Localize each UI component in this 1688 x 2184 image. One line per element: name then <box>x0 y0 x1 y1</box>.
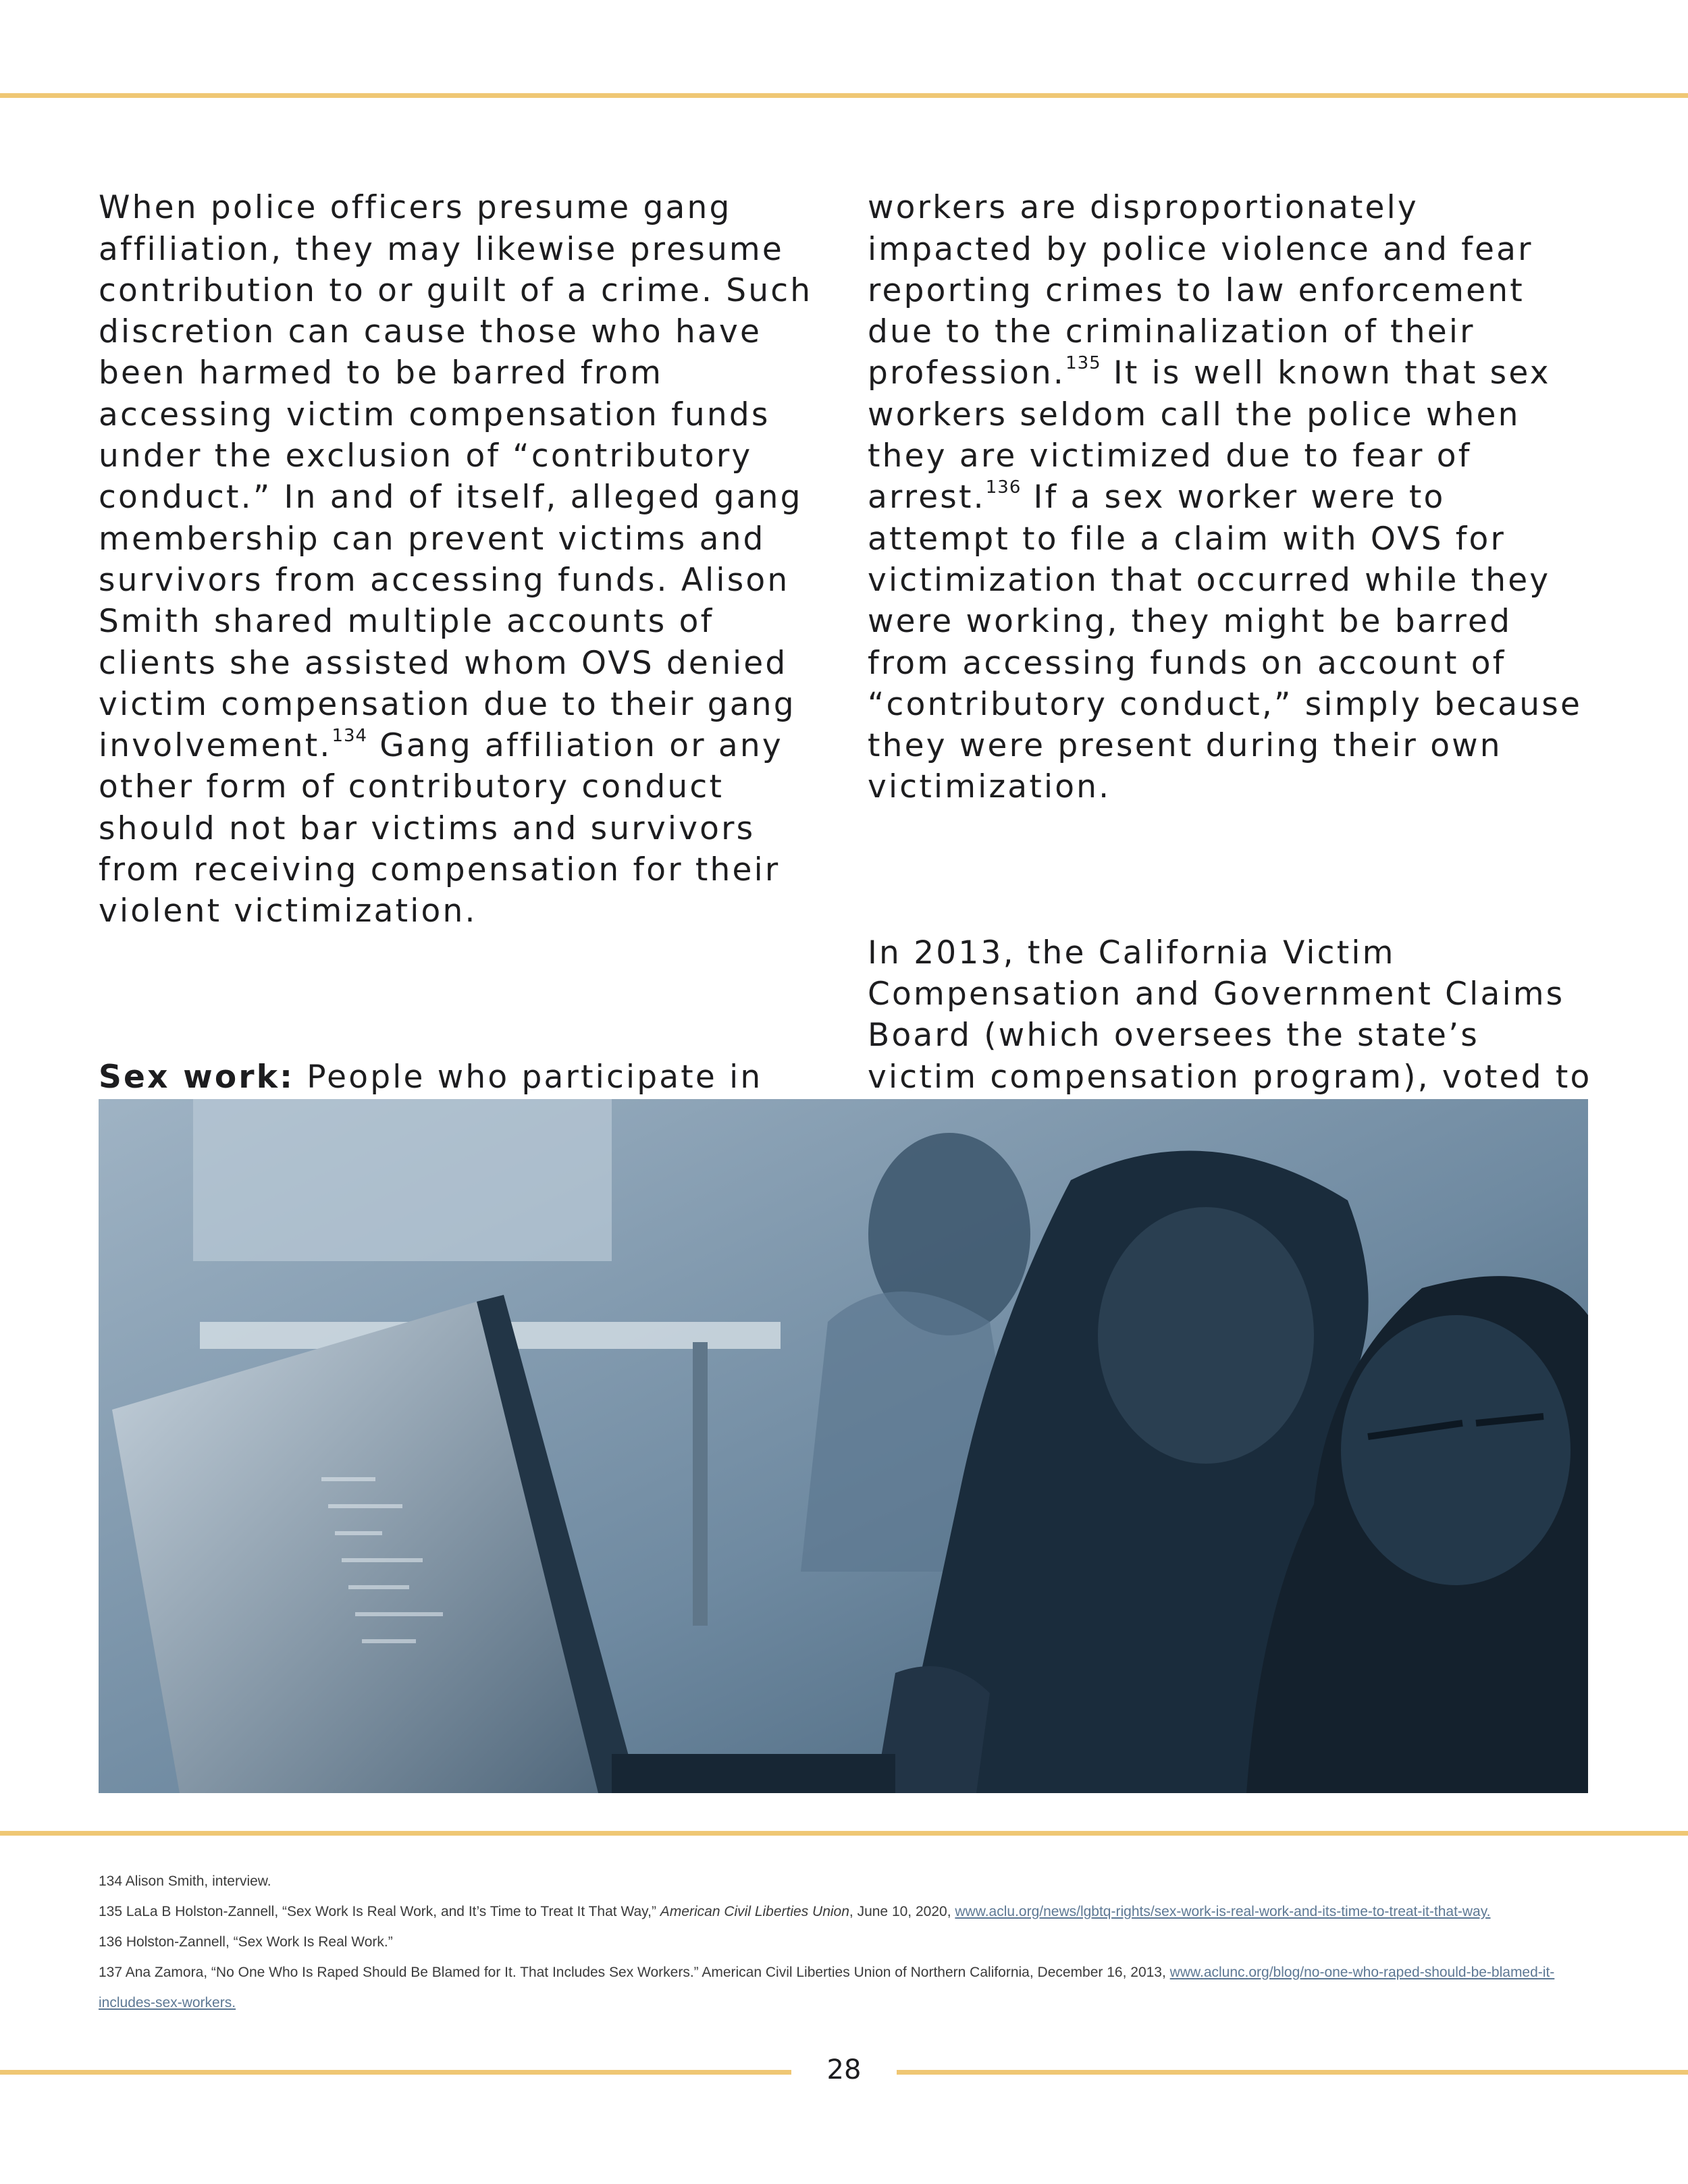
paragraph-text: Gang affiliation or any other form of contributory conduct should not bar victims and survivors from receiving compensation for their violent victimization. <box>99 727 783 930</box>
footnote-text: , June 10, 2020, <box>849 1904 955 1919</box>
paragraph-text: workers are disproportionately impacted by police violence and fear reporting crimes to law enforcement due to the criminalization of their profession. <box>868 189 1533 392</box>
paragraph-text: People who participate in <box>307 1058 763 1096</box>
bottom-rule-left <box>0 2070 791 2075</box>
top-rule <box>0 93 1688 98</box>
section-lead-sex-work: Sex work: <box>99 1058 295 1096</box>
paragraph-text: In 2013, the California Victim Compensation and Government Claims Board (which oversees the state’s victim compensation program), voted to <box>868 934 1592 1096</box>
paragraph-text: It is well known that sex workers seldom call the police when they are victimized due to fear of arrest. <box>868 354 1551 516</box>
footnote-text: 135 LaLa B Holston-Zannell, “Sex Work Is Real Work, and It’s Time to Treat It That Way,” <box>99 1904 660 1919</box>
woman-face <box>1098 1207 1314 1464</box>
footnote-137-link[interactable]: www.aclunc.org/blog/no-one-who-raped-should-be-blamed-it-includes-sex-workers. <box>99 1965 1555 2010</box>
footnote-136: 136 Holston-Zannell, “Sex Work Is Real Work.” <box>99 1934 393 1950</box>
footnote-135 <box>99 1896 1591 1927</box>
paragraph-gang-affiliation <box>99 187 828 932</box>
photo-people-at-computer <box>99 1099 1588 1793</box>
footnote-ref-136[interactable]: 136 <box>985 477 1022 498</box>
background-window <box>193 1099 612 1261</box>
footnote-135-link[interactable]: www.aclu.org/news/lgbtq-rights/sex-work-is-real-work-and-its-time-to-treat-it-that-way. <box>955 1904 1491 1919</box>
keyboard <box>612 1754 895 1793</box>
paragraph-text: When police officers presume gang affiliation, they may likewise presume contribution to or guilt of a crime. Such discretion can cause those who have been harmed to be barred from accessing victim compensation funds under the exclusion of “contributory conduct.” In and of itself, alleged gang membership can prevent victims and survivors from accessing funds. Alison Smith shared multiple accounts of clients she assisted whom OVS denied victim compensation due to their gang involvement. <box>99 189 813 765</box>
paragraph-gap <box>99 974 828 1015</box>
paragraph-gap <box>868 849 1597 890</box>
footnotes <box>99 1866 1591 2018</box>
paragraph-text: If a sex worker were to attempt to file a claim with OVS for victimization that occurred while they were working, they might be barred from accessing funds on account of “contributory conduct,” simply because they were present during their own victimization. <box>868 479 1583 806</box>
paragraph-sex-workers-police <box>868 187 1597 807</box>
footnote-rule <box>0 1831 1688 1836</box>
page-number: 28 <box>826 2054 862 2085</box>
footnote-137 <box>99 1957 1591 2018</box>
photo-illustration <box>99 1099 1588 1793</box>
desk-leg <box>693 1342 708 1626</box>
footnote-text: 137 Ana Zamora, “No One Who Is Raped Should Be Blamed for It. That Includes Sex Workers.” American Civil Liberties Union of Northern California, December 16, 2013, <box>99 1965 1170 1980</box>
footnote-134: 134 Alison Smith, interview. <box>99 1873 271 1889</box>
footnote-source: American Civil Liberties Union <box>660 1904 849 1919</box>
bottom-rule-right <box>897 2070 1688 2075</box>
footnote-ref-135[interactable]: 135 <box>1065 352 1101 373</box>
man-face <box>1341 1315 1571 1585</box>
footnote-ref-134[interactable]: 134 <box>332 725 368 746</box>
